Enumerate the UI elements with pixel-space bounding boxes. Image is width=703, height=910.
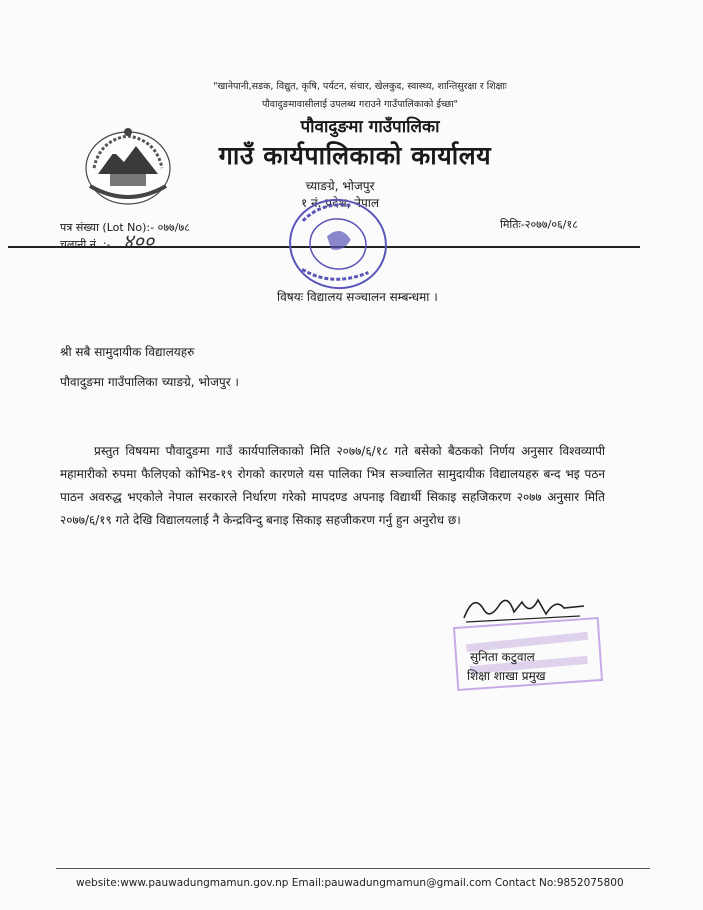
slogan-line-1: "खानेपानी,सडक, विद्युत, कृषि, पर्यटन, संचार, खेलकुद, स्वास्थ्य, शान्तिसुरक्षा र शिक्षाः — [213, 81, 507, 92]
office-stamp — [280, 189, 396, 299]
letter-date: मितिः-२०७७/०६/१८ — [500, 218, 578, 231]
letter-body: प्रस्तुत विषयमा पौवादुङमा गाउँ कार्यपालिकाको मिति २०७७/६/१८ गते बसेको बैठकको निर्णय अनुसार विश्वव्यापी महामारीको रुपमा फैलिएको कोभिड-१९ रोगको कारणले यस पालिका भित्र सञ्चालित सामुदायीक विद्यालयहरु बन्द भइ पठन पाठन अवरुद्ध भएकोले नेपाल सरकारले निर्धारण गरेको मापदण्ड अपनाइ विद्यार्थी सिकाइ सहजिकरण २०७७ अनुसार मिति २०७७/६/१९ गते देखि विद्यालयलाई नै केन्द्रविन्दु बनाइ सिकाइ सहजीकरण गर्नु हुन अनुरोध छ। — [60, 444, 605, 527]
slogan-line-2: पौवादुङमावासीलाई उपलब्ध गराउने गाउँपालिकाको ईच्छा" — [261, 99, 459, 110]
nepal-emblem-logo — [80, 124, 176, 208]
office-name: पौवादुङमा गाउँपालिका — [300, 117, 440, 137]
recipient-line-2: पौवादुङमा गाउँपालिका च्याङग्रे, भोजपुर । — [60, 375, 239, 389]
letter-subject: विषयः विद्यालय सञ्चालन सम्बन्धमा । — [277, 290, 438, 304]
slogan — [150, 78, 570, 114]
signatory-name: सुनिता कटुवाल — [470, 650, 535, 664]
dispatch-label: चलानी नं. :- — [60, 238, 111, 251]
footer-divider — [56, 868, 650, 869]
signatory-title: शिक्षा शाखा प्रमुख — [467, 669, 546, 683]
dispatch-number: ४०० — [123, 229, 155, 253]
footer-contact: website:www.pauwadungmamun.gov.np Email:pauwadungmamun@gmail.com Contact No:9852075800 — [76, 877, 624, 889]
letter-number: पत्र संख्या (Lot No):- ०७७/७८ — [60, 221, 190, 234]
office-title: गाउँ कार्यपालिकाको कार्यालय — [218, 141, 492, 170]
address-line-2: १ नं. प्रदेश, नेपाल — [300, 196, 380, 210]
address-line-1: च्याङग्रे, भोजपुर — [305, 179, 375, 193]
recipient-line-1: श्री सबै सामुदायीक विद्यालयहरु — [60, 345, 195, 359]
